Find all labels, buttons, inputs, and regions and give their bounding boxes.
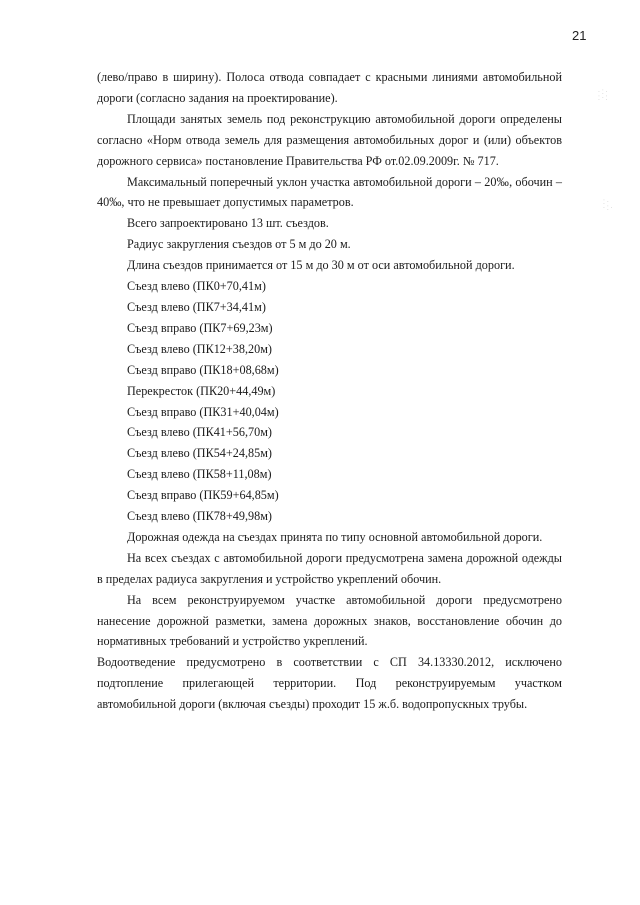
list-item: Перекресток (ПК20+44,49м) (127, 383, 276, 398)
document-body (97, 67, 562, 715)
paragraph-land-area: Площади занятых земель под реконструкцию автомобильной дороги определены согласно «Норм отвода земель для размещения автомобильных дорог и (или) объектов дорожного сервиса» постановление Правительства РФ от.02.09.2009г. № 717. (97, 111, 562, 168)
list-item: Съезд вправо (ПК7+69,23м) (127, 320, 273, 335)
list-item: Съезд влево (ПК0+70,41м) (127, 279, 266, 294)
scan-speckle-1: · ⁚ · ⁚ · ⁚ (598, 89, 608, 102)
paragraph-road-marking: На всем реконструируемом участке автомобильной дороги предусмотрено нанесение дорожной разметки, замена дорожных знаков, восстановление обочин до нормативных требований и устройство укреплений. (97, 592, 562, 649)
list-item: Съезд влево (ПК78+49,98м) (127, 509, 272, 524)
list-item: Съезд влево (ПК7+34,41м) (127, 299, 266, 314)
page-number: 21 (572, 28, 587, 43)
list-item: Съезд влево (ПК54+24,85м) (127, 446, 272, 461)
paragraph-exits-count: Всего запроектировано 13 шт. съездов. (127, 216, 329, 231)
paragraph-drainage: Водоотведение предусмотрено в соответствии с СП 34.13330.2012, исключено подтопление прилегающей территории. Под реконструируемым участком автомобильной дороги (включая съезды) проходит 15 ж.б. водопропускных трубы. (97, 655, 562, 712)
list-item: Съезд вправо (ПК18+08,68м) (127, 362, 279, 377)
scan-speckle-2: ⁚ · · ⁚ · (603, 199, 613, 212)
paragraph-cross-slope: Максимальный поперечный уклон участка автомобильной дороги – 20‰, обочин – 40‰, что не превышает допустимых параметров. (97, 174, 562, 210)
paragraph-exit-radius: Радиус закругления съездов от 5 м до 20 м. (127, 237, 351, 252)
exits-list (97, 276, 562, 527)
paragraph-pavement-replacement: На всех съездах с автомобильной дороги предусмотрена замена дорожной одежды в пределах радиуса закругления и устройство укреплений обочин. (97, 550, 562, 586)
paragraph-exit-pavement: Дорожная одежда на съездах принята по типу основной автомобильной дороги. (127, 529, 543, 544)
paragraph-row-width: (лево/право в ширину). Полоса отвода совпадает с красными линиями автомобильной дороги (согласно задания на проектирование). (97, 70, 562, 105)
list-item: Съезд вправо (ПК59+64,85м) (127, 488, 279, 503)
list-item: Съезд влево (ПК12+38,20м) (127, 341, 272, 356)
paragraph-exit-length: Длина съездов принимается от 15 м до 30 м от оси автомобильной дороги. (127, 258, 515, 273)
list-item: Съезд влево (ПК58+11,08м) (127, 467, 272, 482)
list-item: Съезд вправо (ПК31+40,04м) (127, 404, 279, 419)
list-item: Съезд влево (ПК41+56,70м) (127, 425, 272, 440)
